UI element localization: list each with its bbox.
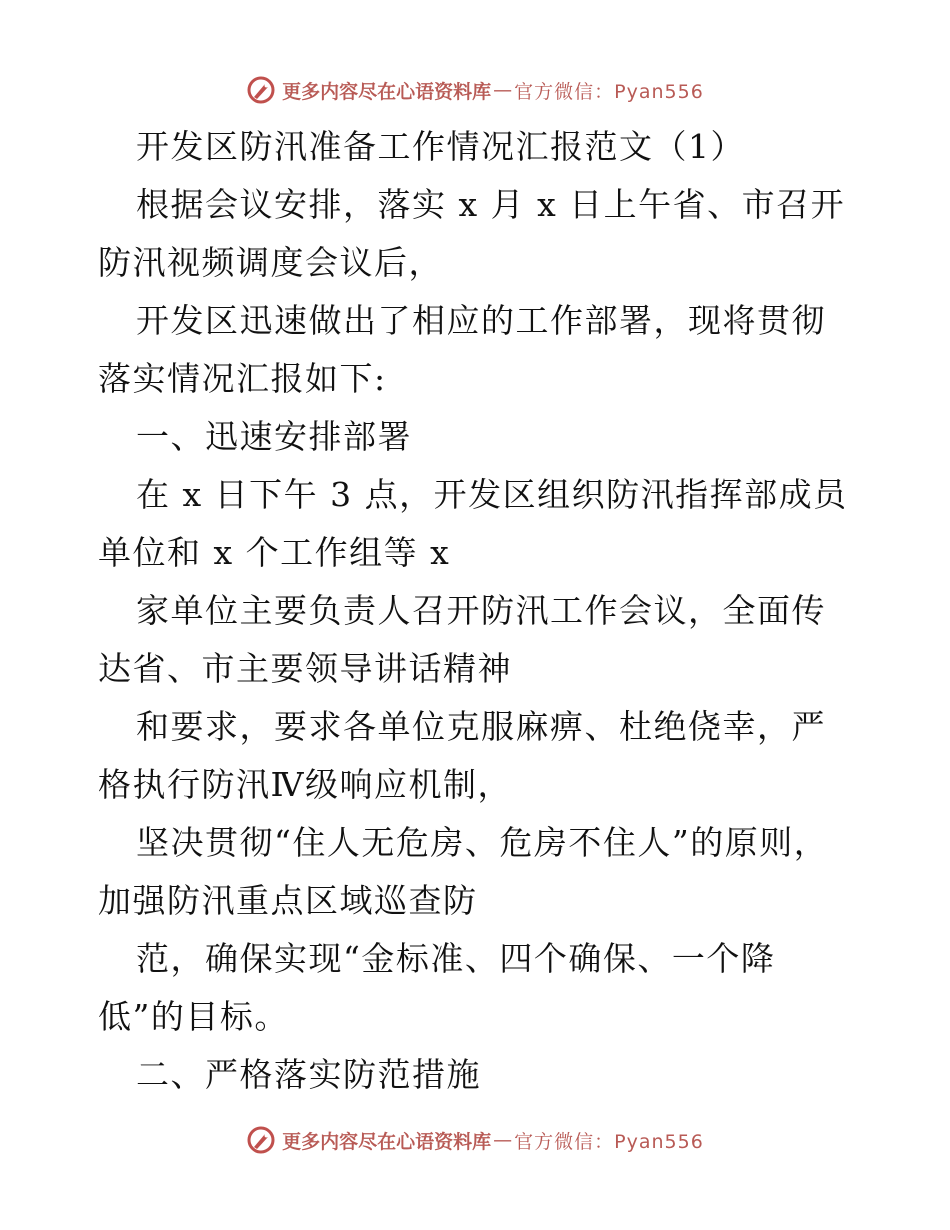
banner-contact-text: 官方微信：Pyan556 [514,80,704,103]
footer-watermark-banner [0,1120,950,1160]
document-title: 开发区防汛准备工作情况汇报范文（1） [136,127,745,166]
banner-separator: — [493,79,513,101]
paragraph: 开发区迅速做出了相应的工作部署，现将贯彻落实情况汇报如下: [98,301,826,398]
paragraph: 在 x 日下午 3 点，开发区组织防汛指挥部成员单位和 x 个工作组等 x [98,475,848,572]
document-body [98,118,858,1104]
pen-nib-logo-icon [246,75,276,105]
banner-main-text: 更多内容尽在心语资料库 [282,1130,492,1153]
paragraph: 范，确保实现“金标准、四个确保、一个降低”的目标。 [98,939,776,1036]
paragraph: 和要求，要求各单位克服麻痹、杜绝侥幸，严格执行防汛Ⅳ级响应机制， [98,707,826,804]
banner-main-text: 更多内容尽在心语资料库 [282,80,492,103]
banner-separator: — [493,1129,513,1151]
pen-nib-logo-icon [246,1125,276,1155]
paragraph: 根据会议安排，落实 x 月 x 日上午省、市召开防汛视频调度会议后， [98,185,846,282]
section-heading: 一、迅速安排部署 [136,417,412,456]
section-heading: 二、严格落实防范措施 [136,1055,481,1094]
paragraph: 家单位主要负责人召开防汛工作会议，全面传达省、市主要领导讲话精神 [98,591,826,688]
paragraph: 坚决贯彻“住人无危房、危房不住人”的原则，加强防汛重点区域巡查防 [98,823,829,920]
header-watermark-banner [0,70,950,110]
banner-contact-text: 官方微信：Pyan556 [514,1130,704,1153]
